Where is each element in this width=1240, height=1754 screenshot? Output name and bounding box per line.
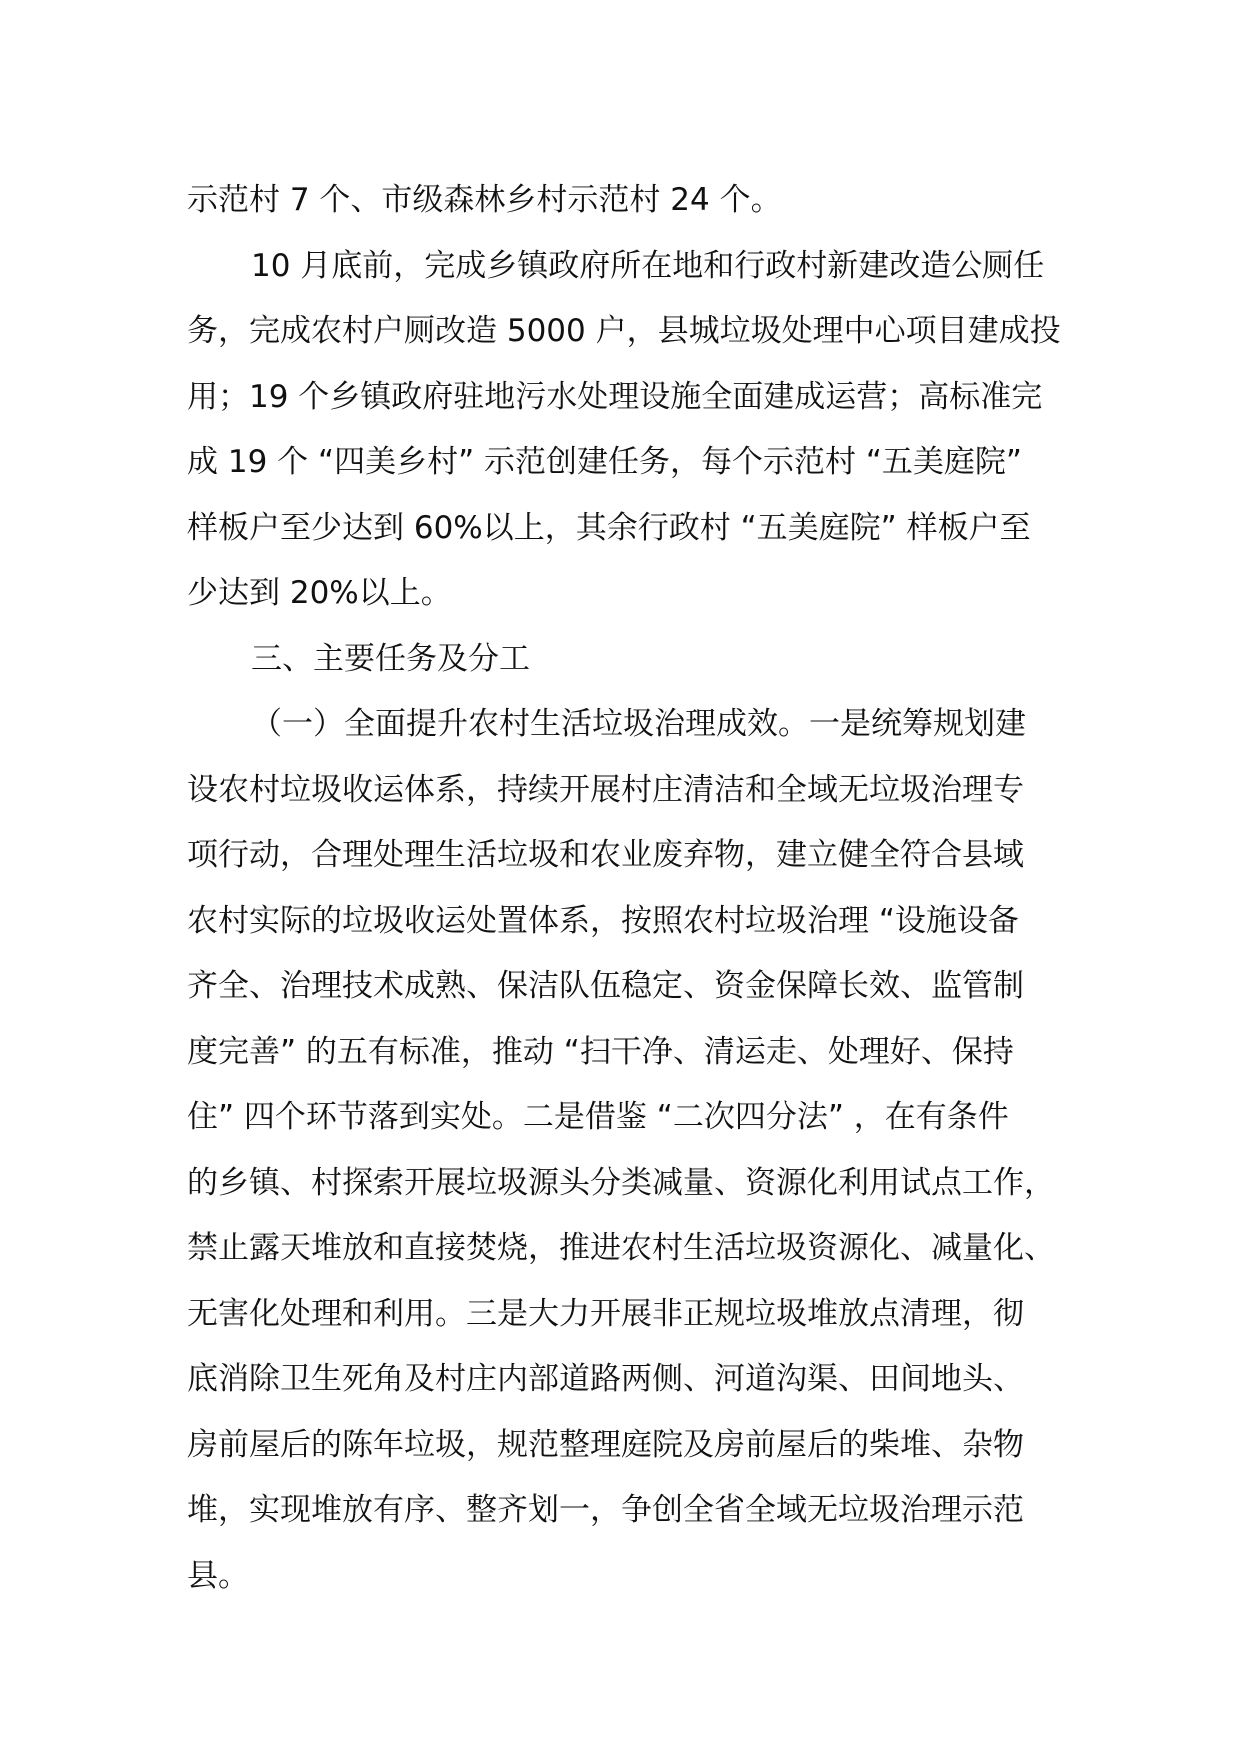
text-line: 用；19 个乡镇政府驻地污水处理设施全面建成运营；高标准完 bbox=[187, 378, 1043, 415]
text-line: 底消除卫生死角及村庄内部道路两侧、河道沟渠、田间地头、 bbox=[187, 1361, 1024, 1397]
text-line: 示范村 7 个、市级森林乡村示范村 24 个。 bbox=[187, 182, 782, 218]
text-line: 度完善” 的五有标准，推动 “扫干净、清运走、处理好、保持 bbox=[187, 1033, 1014, 1070]
text-line: 堆，实现堆放有序、整齐划一，争创全省全域无垃圾治理示范 bbox=[187, 1492, 1024, 1528]
text-line: 少达到 20%以上。 bbox=[187, 575, 452, 611]
text-line: 住” 四个环节落到实处。二是借鉴 “二次四分法” ，在有条件 bbox=[187, 1099, 1009, 1135]
section-heading: 三、主要任务及分工 bbox=[251, 640, 530, 677]
paragraph-first-line: 10 月底前，完成乡镇政府所在地和行政村新建改造公厕任 bbox=[251, 247, 1045, 284]
text-line: 务，完成农村户厕改造 5000 户，县城垃圾处理中心项目建成投 bbox=[187, 313, 1061, 349]
text-line: 无害化处理和利用。三是大力开展非正规垃圾堆放点清理，彻 bbox=[187, 1295, 1024, 1332]
text-line: 的乡镇、村探索开展垃圾源头分类减量、资源化利用试点工作， bbox=[187, 1164, 1055, 1201]
text-line: 齐全、治理技术成熟、保洁队伍稳定、资金保障长效、监管制 bbox=[187, 968, 1024, 1004]
text-line: 农村实际的垃圾收运处置体系，按照农村垃圾治理 “设施设备 bbox=[187, 902, 1019, 939]
text-line: 房前屋后的陈年垃圾，规范整理庭院及房前屋后的柴堆、杂物 bbox=[187, 1426, 1024, 1463]
text-line: 成 19 个 “四美乡村” 示范创建任务，每个示范村 “五美庭院” bbox=[187, 444, 1022, 480]
text-line: 禁止露天堆放和直接焚烧，推进农村生活垃圾资源化、减量化、 bbox=[187, 1230, 1055, 1266]
text-line: 项行动，合理处理生活垃圾和农业废弃物，建立健全符合县域 bbox=[187, 837, 1024, 873]
text-line: 设农村垃圾收运体系，持续开展村庄清洁和全域无垃圾治理专 bbox=[187, 771, 1024, 808]
text-line: 县。 bbox=[187, 1557, 249, 1594]
text-line: 样板户至少达到 60%以上，其余行政村 “五美庭院” 样板户至 bbox=[187, 509, 1031, 546]
paragraph-first-line: （一）全面提升农村生活垃圾治理成效。一是统筹规划建 bbox=[251, 706, 1026, 742]
body-text bbox=[187, 168, 1067, 1609]
